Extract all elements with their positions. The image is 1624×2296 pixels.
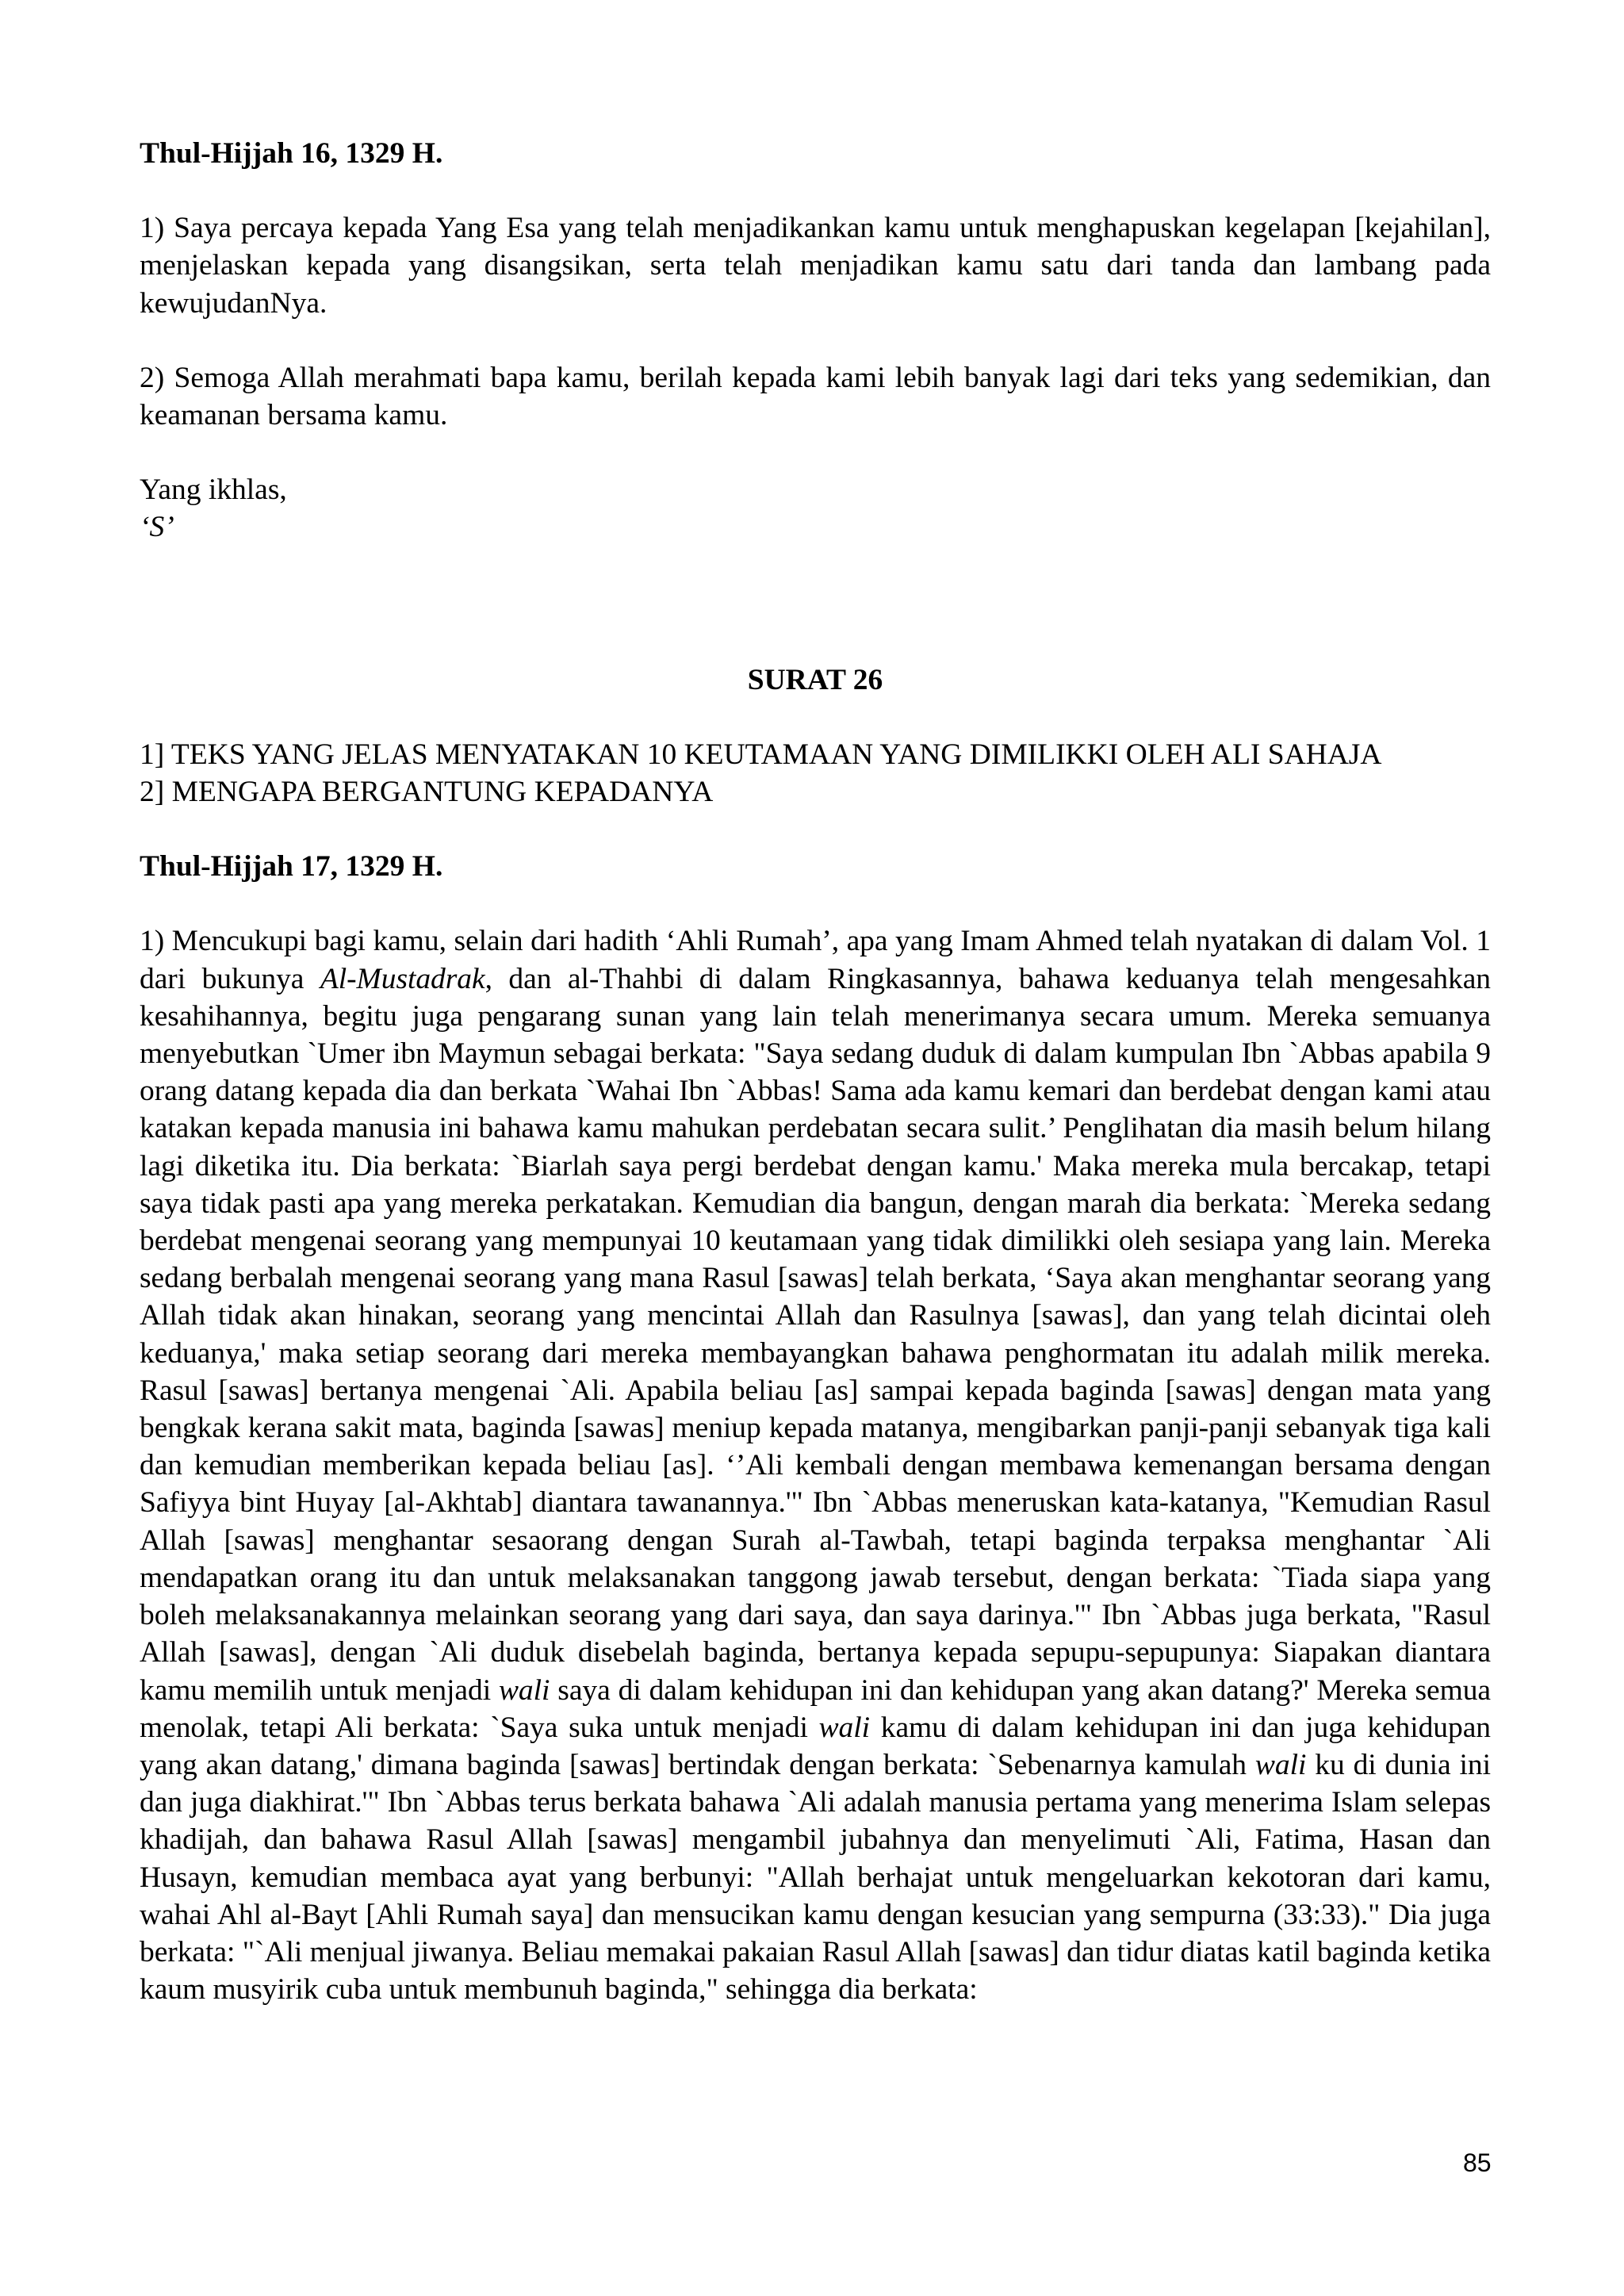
topic-1: 1] TEKS YANG JELAS MENYATAKAN 10 KEUTAMAAN YANG DIMILIKKI OLEH ALI SAHAJA	[140, 738, 1382, 771]
letter-title: SURAT 26	[747, 663, 883, 696]
body-text: , dan al-Thahbi di dalam Ringkasannya, bahawa keduanya telah mengesahkan kesahihannya, begitu juga pengarang sunan yang lain telah menerimanya secara umum. Mereka semuanya menyebutkan `Umer ibn Maymun sebagai berkata: "Saya sedang duduk di dalam kumpulan Ibn `Abbas apabila 9 orang datang kepada dia dan berkata `Wahai Ibn `Abbas! Sama ada kamu kemari dan berdebat dengan kami atau katakan kepada manusia ini bahawa kamu mahukan perdebatan secara sulit.’ Penglihatan dia masih belum hilang lagi diketika itu. Dia berkata: `Biarlah saya pergi berdebat dengan kamu.' Maka mereka mula bercakap, tetapi saya tidak pasti apa yang mereka perkatakan. Kemudian dia bangun, dengan marah dia berkata: `Mereka sedang berdebat mengenai seorang yang mempunyai 10 keutamaan yang tidak dimilikki oleh sesiapa yang lain. Mereka sedang berbalah mengenai seorang yang mana Rasul [sawas] telah berkata, ‘Saya akan menghantar seorang yang Allah tidak akan hinakan, seorang yang mencintai Allah dan Rasulnya [sawas], dan yang telah dicintai oleh keduanya,' maka setiap seorang dari mereka membayangkan bahawa penghormatan itu adalah milik mereka. Rasul [sawas] bertanya mengenai `Ali. Apabila beliau [as] sampai kepada baginda [sawas] dengan mata yang bengkak kerana sakit mata, baginda [sawas] meniup kepada matanya, mengibarkan panji-panji sebanyak tiga kali dan kemudian memberikan kepada beliau [as]. ‘’Ali kembali dengan membawa kemenangan bersama dengan Safiyya bint Huyay [al-Akhtab] diantara tawanannya.'" Ibn `Abbas meneruskan kata-katanya, "Kemudian Rasul Allah [sawas] menghantar sesaorang dengan Surah al-Tawbah, tetapi baginda terpaksa menghantar `Ali mendapatkan orang itu dan untuk melaksanakan tanggong jawab tersebut, dengan berkata: `Tiada siapa yang boleh melaksanakannya melainkan seorang yang dari saya, dan saya darinya.'" Ibn `Abbas juga berkata, "Rasul Allah [sawas], dengan `Ali duduk disebelah baginda, bertanya kepada sepupu-sepupunya: Siapakan diantara kamu memilih untuk menjadi	[140, 962, 1491, 1707]
term-wali: wali	[1254, 1748, 1307, 1781]
page-content	[140, 135, 1491, 2008]
body-paragraph	[140, 922, 1491, 2008]
closing-salutation: Yang ikhlas,	[140, 473, 287, 507]
signature: ‘S’	[140, 511, 174, 544]
closing-block	[140, 471, 1491, 546]
body-text: saya di dalam kehidupan ini dan kehidupan yang akan datang?' Mereka semua menolak, tetapi Ali berkata: `Saya suka untuk menjadi	[140, 1673, 1491, 1744]
term-wali: wali	[818, 1711, 870, 1744]
book-title: Al-Mustadrak	[320, 962, 485, 995]
letter-topics	[140, 736, 1491, 811]
topic-2: 2] MENGAPA BERGANTUNG KEPADANYA	[140, 776, 714, 809]
letter-date: Thul-Hijjah 16, 1329 H.	[140, 137, 443, 170]
page-number: 85	[1463, 2148, 1492, 2177]
paragraph-2: 2) Semoga Allah merahmati bapa kamu, berilah kepada kami lebih banyak lagi dari teks yang sedemikian, dan keamanan bersama kamu.	[140, 361, 1491, 432]
body-text: 1) Mencukupi bagi kamu, selain dari hadith ‘Ahli Rumah’, apa yang Imam Ahmed telah nyatakan di dalam Vol. 1 dari bukunya	[140, 925, 1491, 995]
letter-date-2: Thul-Hijjah 17, 1329 H.	[140, 850, 443, 884]
body-text: kamu di dalam kehidupan ini dan juga kehidupan yang akan datang,' dimana baginda [sawas] bertindak dengan berkata: `Sebenarnya kamulah	[140, 1711, 1491, 1781]
term-wali: wali	[498, 1673, 550, 1707]
body-text: ku di dunia ini dan juga diakhirat.'" Ibn `Abbas terus berkata bahawa `Ali adalah manusia pertama yang menerima Islam selepas khadijah, dan bahawa Rasul Allah [sawas] mengambil jubahnya dan menyelimuti `Ali, Fatima, Hasan dan Husayn, kemudian membaca ayat yang berbunyi: "Allah berhajat untuk mengeluarkan kekotoran dari kamu, wahai Ahl al-Bayt [Ahli Rumah saya] dan mensucikan kamu dengan kesucian yang sempurna (33:33)." Dia juga berkata: "`Ali menjual jiwanya. Beliau memakai pakaian Rasul Allah [sawas] dan tidur diatas katil baginda ketika kaum musyirik cuba untuk membunuh baginda," sehingga dia berkata:	[140, 1748, 1491, 2007]
paragraph-1: 1) Saya percaya kepada Yang Esa yang telah menjadikankan kamu untuk menghapuskan kegelapan [kejahilan], menjelaskan kepada yang disangsikan, serta telah menjadikan kamu satu dari tanda dan lambang pada kewujudanNya.	[140, 212, 1491, 320]
